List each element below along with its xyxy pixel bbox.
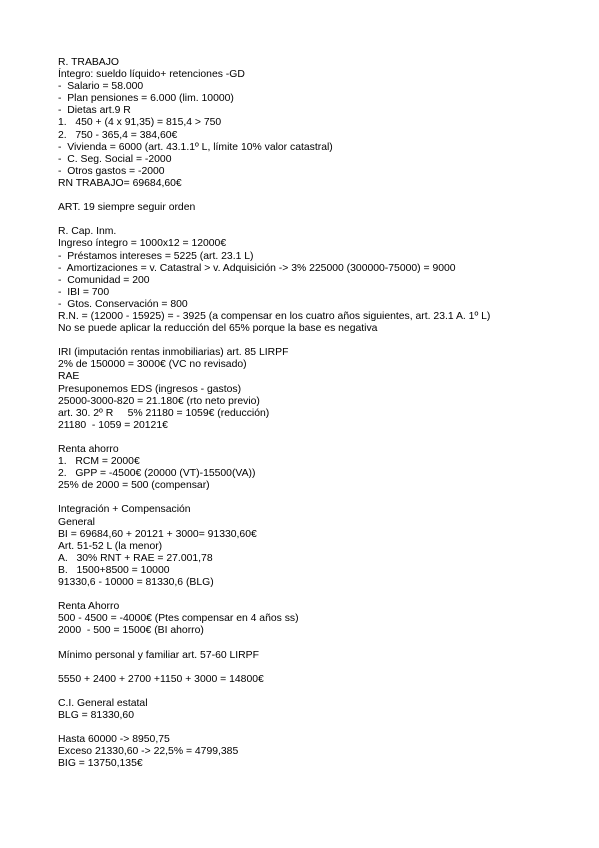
- text-line: ART. 19 siempre seguir orden: [58, 202, 196, 214]
- section-gap: [58, 589, 578, 601]
- text-line: RAE: [58, 371, 80, 383]
- text-line: - Amortizaciones = v. Catastral > v. Adquisición -> 3% 225000 (300000-75000) = 9000: [58, 262, 456, 274]
- text-section: [58, 674, 578, 686]
- text-section: [58, 601, 578, 637]
- text-line: 2. 750 - 365,4 = 384,60€: [58, 129, 178, 141]
- section-gap: [58, 214, 578, 226]
- text-line: C.I. General estatal: [58, 697, 148, 709]
- text-line: - Comunidad = 200: [58, 274, 150, 286]
- text-section: [58, 650, 578, 662]
- text-line: BI = 69684,60 + 20121 + 3000= 91330,60€: [58, 528, 257, 540]
- text-line: - Dietas art.9 R: [58, 105, 131, 117]
- text-line: IRI (imputación rentas inmobiliarias) art. 85 LIRPF: [58, 347, 289, 359]
- text-line: 1. RCM = 2000€: [58, 456, 140, 468]
- section-gap: [58, 638, 578, 650]
- text-line: Ingreso íntegro = 1000x12 = 12000€: [58, 238, 227, 250]
- text-line: Renta Ahorro: [58, 601, 120, 613]
- text-section: [58, 226, 578, 335]
- text-line: 91330,6 - 10000 = 81330,6 (BLG): [58, 577, 214, 589]
- text-section: [58, 734, 578, 770]
- text-line: Integración + Compensación: [58, 504, 191, 516]
- section-gap: [58, 190, 578, 202]
- text-line: Renta ahorro: [58, 444, 119, 455]
- text-line: 25% de 2000 = 500 (compensar): [58, 480, 210, 492]
- text-line: Mínimo personal y familiar art. 57-60 LIRPF: [58, 649, 259, 661]
- text-section: [58, 57, 578, 190]
- section-gap: [58, 722, 578, 734]
- text-line: - Plan pensiones = 6.000 (lim. 10000): [58, 93, 234, 105]
- text-line: - Vivienda = 6000 (art. 43.1.1º L, límite 10% valor catastral): [58, 141, 333, 153]
- document-page: [58, 57, 578, 771]
- text-line: General: [58, 516, 95, 528]
- text-line: 2. GPP = -4500€ (20000 (VT)-15500(VA)): [58, 468, 256, 480]
- text-line: 2000 - 500 = 1500€ (BI ahorro): [58, 625, 204, 637]
- text-line: Art. 51-52 L (la menor): [58, 540, 163, 552]
- text-line: - Otros gastos = -2000: [58, 165, 165, 177]
- text-line: BIG = 13750,135€: [58, 758, 143, 770]
- text-section: [58, 698, 578, 722]
- text-line: R. Cap. Inm.: [58, 226, 117, 238]
- section-gap: [58, 686, 578, 698]
- text-line: No se puede aplicar la reducción del 65% porque la base es negativa: [58, 323, 378, 335]
- text-section: [58, 347, 578, 432]
- text-line: 25000-3000-820 = 21.180€ (rto neto previo): [58, 395, 260, 407]
- text-line: R. TRABAJO: [58, 57, 120, 68]
- text-line: Íntegro: sueldo líquido+ retenciones -GD: [58, 69, 245, 81]
- text-line: - Préstamos intereses = 5225 (art. 23.1 L): [58, 250, 254, 262]
- section-gap: [58, 335, 578, 347]
- text-line: - C. Seg. Social = -2000: [58, 153, 172, 165]
- text-line: Hasta 60000 -> 8950,75: [58, 734, 170, 746]
- text-line: Exceso 21330,60 -> 22,5% = 4799,385: [58, 746, 239, 758]
- text-line: - Salario = 58.000: [58, 81, 144, 93]
- section-gap: [58, 492, 578, 504]
- text-line: 1. 450 + (4 x 91,35) = 815,4 > 750: [58, 117, 222, 129]
- text-line: 500 - 4500 = -4000€ (Ptes compensar en 4 años ss): [58, 613, 299, 625]
- text-line: A. 30% RNT + RAE = 27.001,78: [58, 552, 213, 564]
- text-line: 21180 - 1059 = 20121€: [58, 419, 168, 431]
- section-gap: [58, 432, 578, 444]
- text-line: art. 30. 2º R 5% 21180 = 1059€ (reducción): [58, 407, 270, 419]
- text-line: B. 1500+8500 = 10000: [58, 564, 170, 576]
- text-line: RN TRABAJO= 69684,60€: [58, 177, 182, 189]
- text-line: Presuponemos EDS (ingresos - gastos): [58, 383, 242, 395]
- section-gap: [58, 662, 578, 674]
- text-line: BLG = 81330,60: [58, 710, 134, 722]
- text-line: - IBI = 700: [58, 286, 110, 298]
- text-section: [58, 444, 578, 492]
- text-line: R.N. = (12000 - 15925) = - 3925 (a compensar en los cuatro años siguientes, art. 23.1 A. 1º L): [58, 310, 491, 322]
- text-section: [58, 202, 578, 214]
- text-line: 5550 + 2400 + 2700 +1150 + 3000 = 14800€: [58, 673, 264, 685]
- text-line: 2% de 150000 = 3000€ (VC no revisado): [58, 359, 247, 371]
- text-section: [58, 504, 578, 589]
- text-line: - Gtos. Conservación = 800: [58, 298, 188, 310]
